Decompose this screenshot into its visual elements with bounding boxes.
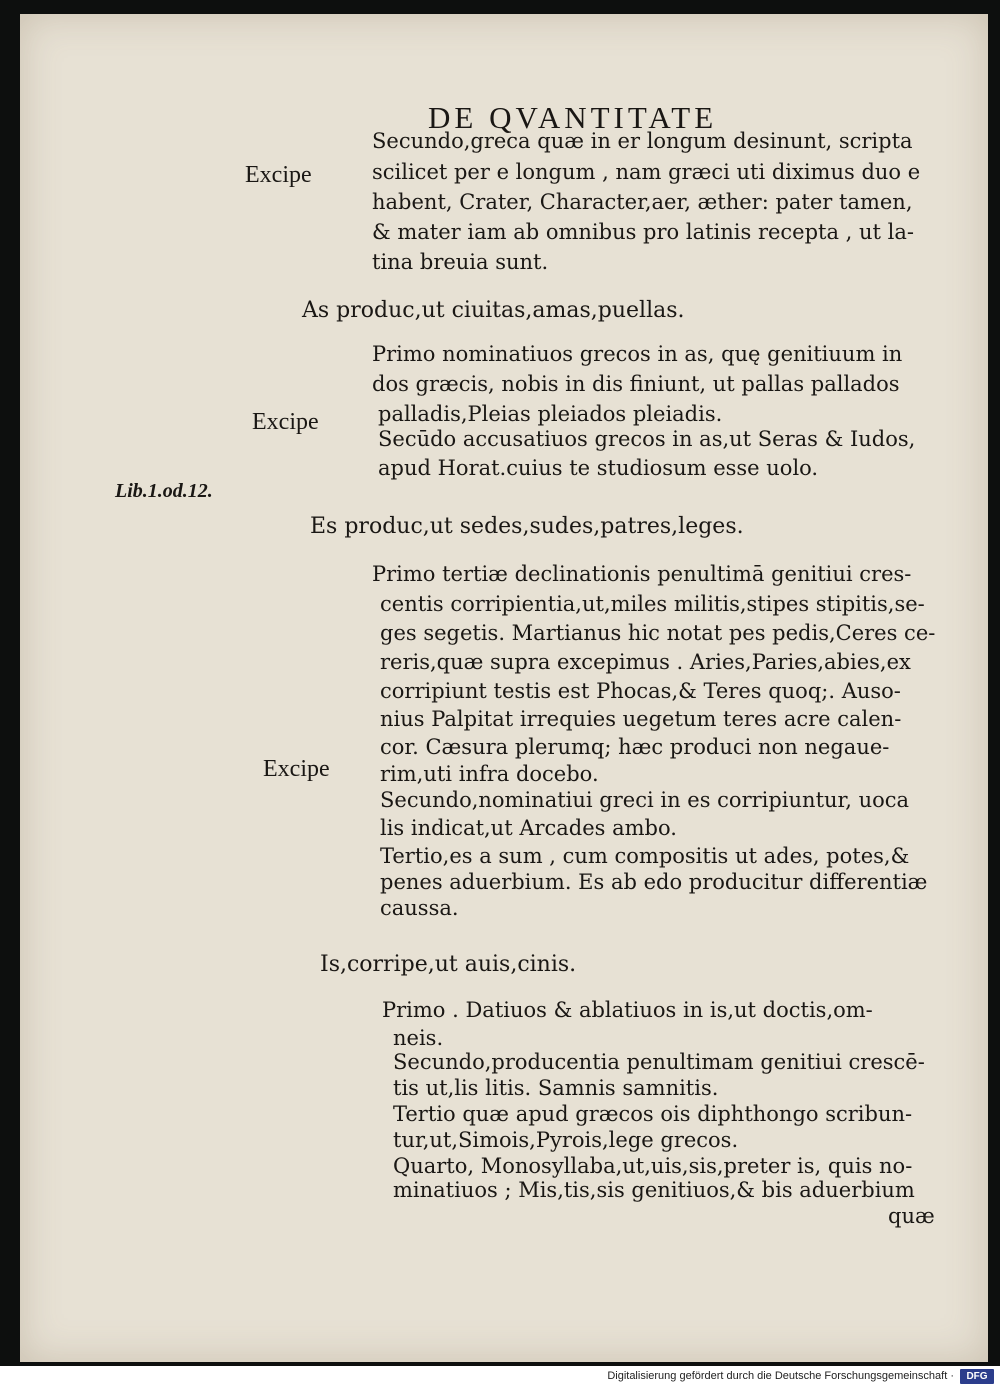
text-line: caussa.: [380, 896, 459, 920]
text-line: Tertio,es a sum , cum compositis ut ades, potes,&: [380, 844, 910, 868]
text-line: Primo nominatiuos grecos in as, quę genitiuum in: [372, 342, 903, 366]
text-line: Primo . Datiuos & ablatiuos in is,ut doctis,om-: [382, 998, 873, 1022]
text-line: Primo tertiæ declinationis penultimā genitiui cres-: [372, 562, 912, 586]
text-line: reris,quæ supra excepimus . Aries,Paries,abies,ex: [380, 650, 911, 674]
text-line: Secūdo accusatiuos grecos in as,ut Seras & Iudos,: [378, 427, 916, 451]
excipe-label: Excipe: [245, 162, 312, 188]
footer-bar: [0, 1366, 1000, 1389]
text-line: neis.: [393, 1026, 444, 1050]
marginal-reference: Lib.1.od.12.: [115, 480, 213, 502]
footer-credit: Digitalisierung gefördert durch die Deutsche Forschungsgemeinschaft ·: [607, 1370, 954, 1382]
book-page: [20, 14, 988, 1362]
text-line: palladis,Pleias pleiados pleiadis.: [378, 402, 723, 426]
rule-heading: Is,corripe,ut auis,cinis.: [320, 952, 577, 977]
excipe-label: Excipe: [263, 756, 330, 782]
text-line: cor. Cæsura plerumq; hæc produci non negaue-: [380, 735, 890, 759]
text-line: centis corripientia,ut,miles militis,stipes stipitis,se-: [380, 592, 925, 616]
excipe-label: Excipe: [252, 409, 319, 435]
text-line: Quarto, Monosyllaba,ut,uis,sis,preter is, quis no-: [393, 1154, 913, 1178]
text-line: habent, Crater, Character,aer, æther: pater tamen,: [372, 190, 913, 214]
text-line: rim,uti infra docebo.: [380, 762, 599, 786]
page-header: DE QVANTITATE: [428, 100, 718, 135]
text-line: lis indicat,ut Arcades ambo.: [380, 816, 677, 840]
dfg-logo: DFG: [960, 1369, 994, 1384]
text-line: & mater iam ab omnibus pro latinis recepta , ut la-: [372, 220, 915, 244]
text-line: tis ut,lis litis. Samnis samnitis.: [393, 1076, 719, 1100]
text-line: Secundo,greca quæ in er longum desinunt, scripta: [372, 129, 913, 153]
rule-heading: As produc,ut ciuitas,amas,puellas.: [302, 298, 685, 323]
text-line: Secundo,nominatiui greci in es corripiuntur, uoca: [380, 788, 910, 812]
rule-heading: Es produc,ut sedes,sudes,patres,leges.: [310, 514, 744, 539]
text-line: scilicet per e longum , nam græci uti diximus duo e: [372, 160, 921, 184]
text-line: ges segetis. Martianus hic notat pes pedis,Ceres ce-: [380, 621, 936, 645]
text-line: tur,ut,Simois,Pyrois,lege grecos.: [393, 1128, 739, 1152]
text-line: penes aduerbium. Es ab edo producitur differentiæ: [380, 870, 928, 894]
text-line: corripiunt testis est Phocas,& Teres quoq;. Auso-: [380, 679, 901, 703]
text-line: dos græcis, nobis in dis finiunt, ut pallas pallados: [372, 372, 900, 396]
text-line: Secundo,producentia penultimam genitiui crescē-: [393, 1050, 925, 1074]
text-line: nius Palpitat irrequies uegetum teres acre calen-: [380, 707, 902, 731]
text-line: Tertio quæ apud græcos ois diphthongo scribun-: [393, 1102, 913, 1126]
text-line: tina breuia sunt.: [372, 250, 549, 274]
catchword: quæ: [888, 1204, 935, 1228]
text-line: apud Horat.cuius te studiosum esse uolo.: [378, 456, 819, 480]
text-line: minatiuos ; Mis,tis,sis genitiuos,& bis aduerbium: [393, 1178, 915, 1202]
